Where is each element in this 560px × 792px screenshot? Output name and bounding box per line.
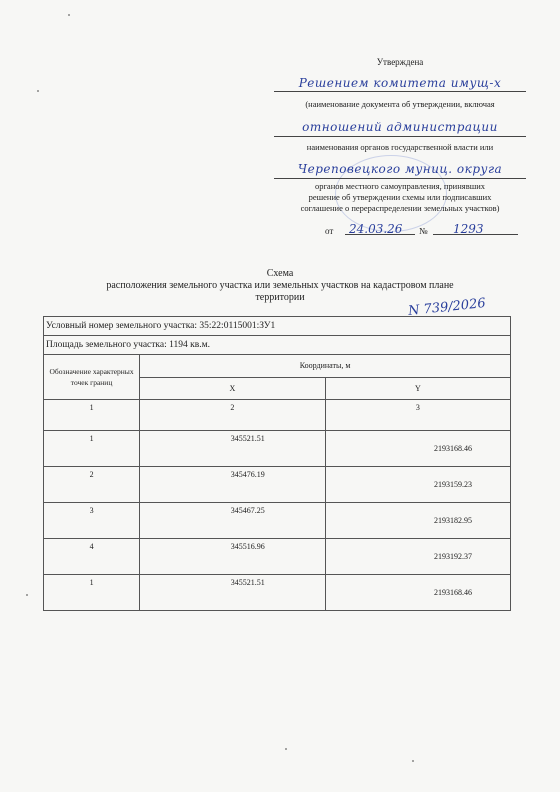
scan-speck — [68, 14, 70, 16]
date-handwritten: 24.03.26 — [349, 222, 403, 236]
coords-header: Координаты, м — [140, 355, 511, 378]
caption-3-line-2: решение об утверждении схемы или подписавших — [308, 192, 492, 202]
title-line-3: территории — [255, 292, 305, 303]
y-header: Y — [325, 377, 510, 400]
parcel-row — [44, 317, 511, 336]
point-cell: 1 — [44, 431, 140, 467]
handwritten-text-2: отношений администрации — [302, 120, 498, 134]
document-title — [60, 268, 500, 304]
table-row — [44, 575, 511, 611]
coordinates-table — [43, 316, 511, 611]
parcel-number-cell: Условный номер земельного участка: 35:22:0115001:ЗУ1 — [44, 317, 511, 336]
y-cell: 2193168.46 — [325, 575, 510, 611]
caption-1: (наименование документа об утверждении, включая — [305, 99, 495, 109]
scan-speck — [285, 748, 287, 750]
scan-speck — [412, 760, 414, 762]
index-cell: 3 — [325, 400, 510, 431]
scan-speck — [37, 90, 39, 92]
x-cell: 345521.51 — [140, 575, 326, 611]
point-cell: 4 — [44, 539, 140, 575]
area-row — [44, 336, 511, 355]
point-cell: 3 — [44, 503, 140, 539]
x-cell: 345476.19 — [140, 467, 326, 503]
handwritten-text-3: Череповецкого муниц. округа — [297, 162, 503, 176]
y-cell: 2193192.37 — [325, 539, 510, 575]
title-line-1: Схема — [266, 268, 294, 279]
from-label: от — [325, 226, 334, 236]
x-header: X — [140, 377, 326, 400]
y-cell: 2193182.95 — [325, 503, 510, 539]
header-row — [44, 355, 511, 378]
point-cell: 1 — [44, 575, 140, 611]
registration-number-handwritten: N 739/2026 — [407, 295, 487, 320]
caption-2: наименования органов государственной власти или — [306, 142, 494, 152]
table-row — [44, 467, 511, 503]
y-cell: 2193168.46 — [325, 431, 510, 467]
index-cell: 2 — [140, 400, 326, 431]
number-handwritten: 1293 — [453, 222, 484, 236]
scan-speck — [26, 594, 28, 596]
table-row — [44, 431, 511, 467]
index-row — [44, 400, 511, 431]
x-cell: 345521.51 — [140, 431, 326, 467]
title-line-2: расположения земельного участка или земельных участков на кадастровом плане — [106, 280, 454, 291]
caption-3-line-3: соглашение о перераспределении земельных участков) — [300, 203, 500, 213]
points-header: Обозначение характерных точек границ — [44, 355, 140, 400]
x-cell: 345516.96 — [140, 539, 326, 575]
y-cell: 2193159.23 — [325, 467, 510, 503]
index-cell: 1 — [44, 400, 140, 431]
x-cell: 345467.25 — [140, 503, 326, 539]
handwritten-text-1: Решением комитета имущ-х — [298, 76, 502, 90]
number-sign: № — [419, 226, 428, 236]
table-row — [44, 539, 511, 575]
approved-heading: Утверждена — [376, 57, 424, 67]
point-cell: 2 — [44, 467, 140, 503]
table-row — [44, 503, 511, 539]
parcel-area-cell: Площадь земельного участка: 1194 кв.м. — [44, 336, 511, 355]
caption-3-line-1: органов местного самоуправления, принявших — [314, 181, 486, 191]
